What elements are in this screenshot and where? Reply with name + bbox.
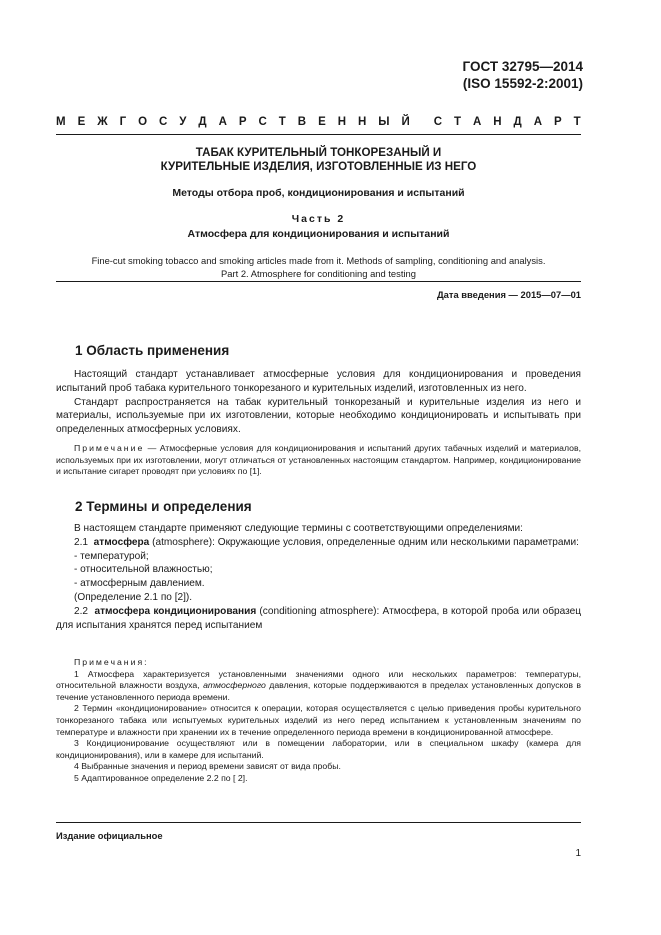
interstate-letter: А xyxy=(533,116,543,128)
interstate-letter: Ы xyxy=(378,116,390,128)
notes-label: Примечания: xyxy=(74,657,149,667)
interstate-letter: Н xyxy=(493,116,502,128)
term-2-2-number: 2.2 xyxy=(74,605,89,617)
bullet-1: - температурой; xyxy=(74,550,149,562)
interstate-letter: Й xyxy=(401,116,410,128)
section-2-notes xyxy=(56,657,581,785)
note-text: — Атмосферные условия для кондиционирования и испытаний других табачных изделий и материалов, используемых при их изготовлении, могут отличаться от установленных настоящим стандартом. Например, кондиционирование и испытание сигарет проводят при условиях по [1]. xyxy=(56,442,581,477)
term-2-2-definition: (conditioning atmosphere): Атмосфера, в которой проба или образец для испытания хранятся перед испытанием xyxy=(56,605,582,631)
interstate-letter: С xyxy=(258,116,267,128)
section-2-intro: В настоящем стандарте применяют следующие термины с соответствующими определениями: xyxy=(74,523,523,534)
note-1-text: 1 Атмосфера характеризуется установленными значениями одного или нескольких параметров: температуры, относительной влажности воздуха, xyxy=(56,668,581,691)
interstate-letter: Ж xyxy=(97,116,108,128)
interstate-letter: Н xyxy=(357,116,367,128)
header-rule xyxy=(56,134,581,135)
term-2-1-term: атмосфера xyxy=(93,536,150,548)
note-2: 2 Термин «кондиционирование» относится к операции, которая осуществляется с целью приведения пробы курительного тонкорезаного табака или испытуемых курительных изделий из него перед испытанием к установленным значениям по температуре и влажности при хранении их в течение определенного периода времени в кондиционированной атмосфере. xyxy=(56,703,581,737)
interstate-letter: С xyxy=(159,116,168,128)
section-1-note xyxy=(56,443,581,478)
term-2-1 xyxy=(56,536,581,550)
note-5: 5 Адаптированное определение 2.2 по [ 2]. xyxy=(74,772,248,783)
interstate-letter: Е xyxy=(318,116,326,128)
official-edition: Издание официальное xyxy=(56,830,163,841)
interstate-letter: Д xyxy=(513,116,522,128)
interstate-letter: Н xyxy=(337,116,347,128)
interstate-letter: А xyxy=(472,116,482,128)
interstate-letter: Д xyxy=(198,116,207,128)
iso-number: (ISO 15592-2:2001) xyxy=(462,76,583,91)
english-title-line-2: Part 2. Atmosphere for conditioning and testing xyxy=(221,267,416,279)
interstate-letter: У xyxy=(179,116,187,128)
section-1-heading: 1 Область применения xyxy=(75,343,230,358)
english-title-line-1: Fine-cut smoking tobacco and smoking articles made from it. Methods of sampling, conditioning and analysis. xyxy=(91,255,546,266)
page-number: 1 xyxy=(575,848,581,859)
section-1-body xyxy=(56,368,581,478)
standard-designation xyxy=(463,58,583,92)
interstate-standard-label xyxy=(56,116,581,128)
section-1-paragraph-2: Стандарт распространяется на табак курительный тонкорезаный и курительные изделия из него и материалы, используемые при их изготовлении, которые необходимо кондиционировать и испытывать при определенных атмосферных условиях. xyxy=(56,396,581,436)
interstate-letter: Е xyxy=(77,116,86,128)
standard-number: ГОСТ 32795—2014 xyxy=(462,59,583,74)
term-2-1-definition: (atmosphere): Окружающие условия, определенные одним или несколькими параметрами: xyxy=(149,536,579,548)
title-line-2: КУРИТЕЛЬНЫЕ ИЗДЕЛИЯ, ИЗГОТОВЛЕННЫЕ ИЗ НЕГО xyxy=(160,160,477,173)
note-1 xyxy=(56,669,581,704)
note-1-end: давления, которые поддерживаются в пределах установленных допусков в течение установленного периода времени. xyxy=(56,680,581,702)
note-3: 3 Кондиционирование осуществляют или в помещении лаборатории, или в специальном шкафу (камера для кондиционирования), или в камере для испытаний. xyxy=(56,738,581,760)
document-subtitle: Методы отбора проб, кондиционирования и испытаний xyxy=(172,187,465,199)
interstate-letter: Т xyxy=(278,116,286,128)
note-1-italic: атмосферного xyxy=(199,680,266,691)
part-title: Атмосфера для кондиционирования и испытаний xyxy=(187,228,450,240)
bullet-2: - относительной влажностью; xyxy=(74,564,213,576)
interstate-letter: Т xyxy=(573,116,581,128)
interstate-letter: Р xyxy=(238,116,247,128)
term-2-1-reference: (Определение 2.1 по [2]). xyxy=(74,591,193,603)
term-2-1-number: 2.1 xyxy=(74,536,89,548)
document-title xyxy=(56,146,581,174)
term-2-2-term: атмосфера кондиционирования xyxy=(94,605,257,617)
interstate-letter: Р xyxy=(554,116,562,128)
interstate-letter: В xyxy=(297,116,307,128)
note-4: 4 Выбранные значения и период времени зависят от вида пробы. xyxy=(74,761,341,772)
section-2-body xyxy=(56,522,581,632)
interstate-letter: О xyxy=(138,116,148,128)
interstate-letter: М xyxy=(56,116,66,128)
interstate-letter: С xyxy=(433,116,443,128)
english-title xyxy=(56,255,581,280)
interstate-letter: Т xyxy=(453,116,462,128)
part-number: Часть 2 xyxy=(291,213,346,225)
title-line-1: ТАБАК КУРИТЕЛЬНЫЙ ТОНКОРЕЗАНЫЙ И xyxy=(195,146,442,159)
title-rule xyxy=(56,281,581,282)
interstate-letter: Г xyxy=(119,116,127,128)
footer-rule xyxy=(56,822,581,823)
term-2-2 xyxy=(56,605,581,633)
interstate-letter: А xyxy=(218,116,227,128)
intro-date: Дата введения — 2015—07—01 xyxy=(436,289,581,300)
note-label: Примечание xyxy=(74,442,145,453)
bullet-3: - атмосферным давлением. xyxy=(74,578,205,590)
section-2-heading: 2 Термины и определения xyxy=(75,499,252,514)
section-1-paragraph-1: Настоящий стандарт устанавливает атмосферные условия для кондиционирования и проведения испытаний проб табака курительного тонкорезаного и курительных изделий, изготовленных из него. xyxy=(56,369,581,394)
